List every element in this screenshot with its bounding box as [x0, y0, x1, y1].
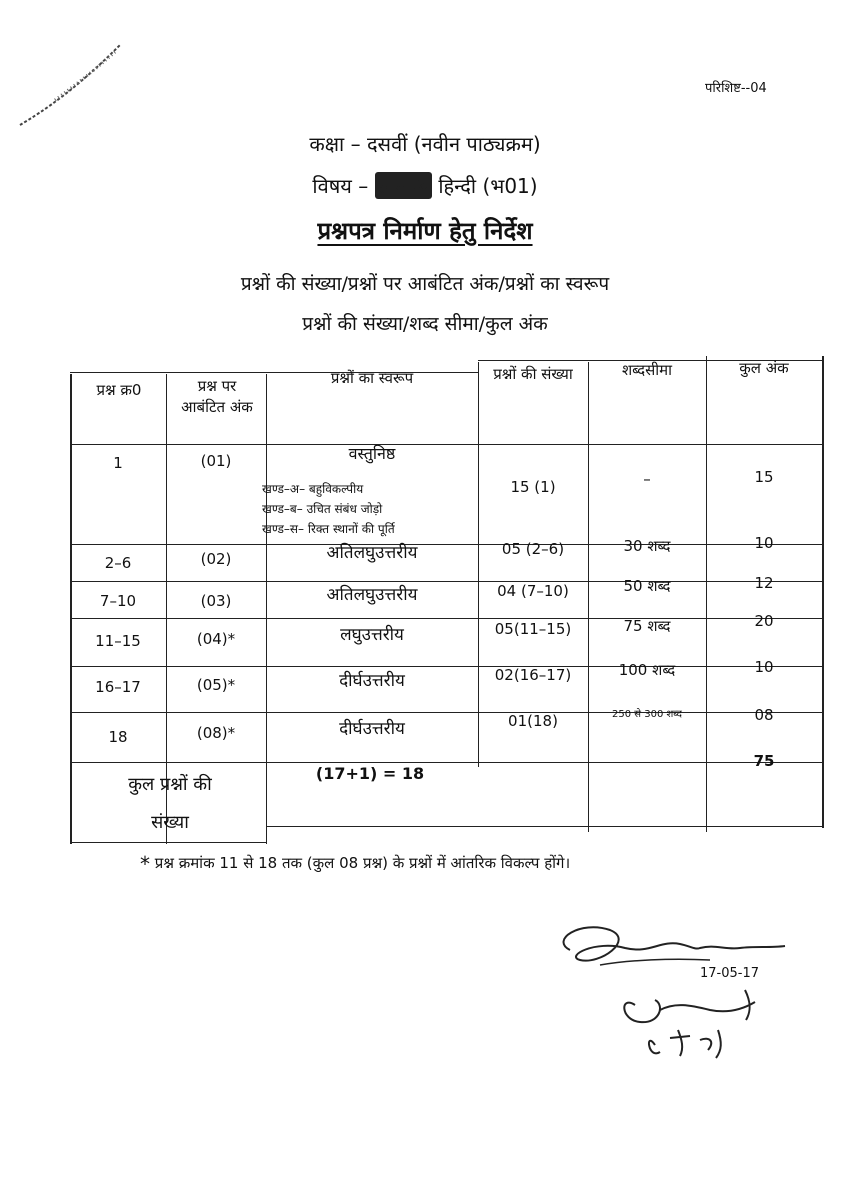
table-border-bottom-right	[266, 826, 824, 827]
subject-prefix: विषय –	[312, 174, 369, 198]
row4-count: 05(11–15)	[494, 620, 572, 638]
header-type: प्रश्नों का स्वरूप	[330, 369, 414, 387]
row4-q-no: 11–15	[95, 632, 141, 650]
row1-section-b: खण्ड–ब– उचित संबंध जोड़ो	[262, 502, 383, 516]
subheading-1: प्रश्नों की संख्या/प्रश्नों पर आबंटित अंक/प्रश्नों का स्वरूप	[240, 273, 610, 295]
footer-total: 75	[753, 752, 775, 770]
row6-count: 01(18)	[508, 712, 558, 730]
footer-label-line2: संख्या	[151, 812, 189, 833]
footnote	[140, 852, 570, 876]
col-divider-3	[478, 362, 479, 767]
page-heading: प्रश्नपत्र निर्माण हेतु निर्देश	[317, 217, 533, 245]
scan-artifact	[15, 40, 125, 140]
footnote-star: *	[140, 852, 150, 876]
subject-code: (भ01)	[482, 174, 538, 198]
row6-q-no: 18	[108, 728, 128, 746]
row5-count: 02(16–17)	[494, 666, 572, 684]
subheading-2: प्रश्नों की संख्या/शब्द सीमा/कुल अंक	[302, 313, 548, 335]
row5-type: दीर्घउत्तरीय	[339, 671, 405, 691]
row1-section-c: खण्ड–स– रिक्त स्थानों की पूर्ति	[262, 522, 395, 536]
footnote-text: प्रश्न क्रमांक 11 से 18 तक (कुल 08 प्रश्न) के प्रश्नों में आंतरिक विकल्प होंगे।	[154, 854, 571, 872]
row1-q-no: 1	[113, 454, 123, 472]
row3-count: 04 (7–10)	[497, 582, 569, 600]
row5-total: 10	[754, 658, 774, 676]
row1-marks: (01)	[200, 452, 232, 470]
header-count: प्रश्नों की संख्या	[493, 365, 573, 383]
signature-date: 17-05-17	[700, 966, 760, 981]
row4-marks: (04)*	[196, 630, 236, 648]
row5-word-limit: 100 शब्द	[618, 661, 676, 679]
row2-word-limit: 30 शब्द	[623, 537, 671, 555]
subject-name: हिन्दी	[438, 174, 477, 198]
row3-type: अतिलघुउत्तरीय	[326, 585, 418, 605]
row6-word-limit: 250 से 300 शब्द	[612, 709, 682, 720]
row2-q-no: 2–6	[104, 554, 132, 572]
row3-q-no: 7–10	[99, 592, 137, 610]
row5-marks: (05)*	[196, 676, 236, 694]
row3-word-limit: 50 शब्द	[623, 577, 671, 595]
class-line: कक्षा – दसवीं (नवीन पाठ्यक्रम)	[309, 132, 541, 156]
header-word-limit: शब्दसीमा	[621, 361, 673, 379]
table-border-right	[822, 356, 824, 828]
table-border-bottom	[70, 842, 266, 843]
row5-q-no: 16–17	[95, 678, 141, 696]
row3-marks: (03)	[200, 592, 232, 610]
row3-total: 12	[754, 574, 774, 592]
row6-type: दीर्घउत्तरीय	[339, 719, 405, 739]
subject-line	[0, 172, 850, 199]
row2-total: 10	[754, 534, 774, 552]
row2-count: 05 (2–6)	[501, 540, 565, 558]
row1-section-a: खण्ड–अ– बहुविकल्पीय	[262, 482, 364, 496]
footer-count: (17+1) = 18	[315, 764, 425, 783]
row2-marks: (02)	[200, 550, 232, 568]
header-marks: प्रश्न पर आबंटित अंक	[181, 377, 253, 416]
row4-word-limit: 75 शब्द	[623, 617, 671, 635]
row1-word-limit: –	[643, 470, 651, 488]
header-total: कुल अंक	[739, 359, 789, 377]
footer-label-line1: कुल प्रश्नों की	[128, 774, 212, 795]
question-distribution-table	[70, 356, 824, 844]
handwritten-signature	[540, 910, 800, 1060]
row4-total: 20	[754, 612, 774, 630]
subject-struck-word: सामान्य	[376, 174, 430, 198]
row1-total: 15	[754, 468, 774, 486]
row6-marks: (08)*	[196, 724, 236, 742]
row2-type: अतिलघुउत्तरीय	[326, 543, 418, 563]
row6-total: 08	[754, 706, 774, 724]
row4-type: लघुउत्तरीय	[340, 625, 404, 645]
row1-type: वस्तुनिष्ठ	[348, 444, 396, 463]
appendix-label: परिशिष्ट--04	[705, 81, 767, 96]
row1-count: 15 (1)	[510, 478, 556, 496]
header-q-no: प्रश्न क्र0	[96, 381, 142, 399]
